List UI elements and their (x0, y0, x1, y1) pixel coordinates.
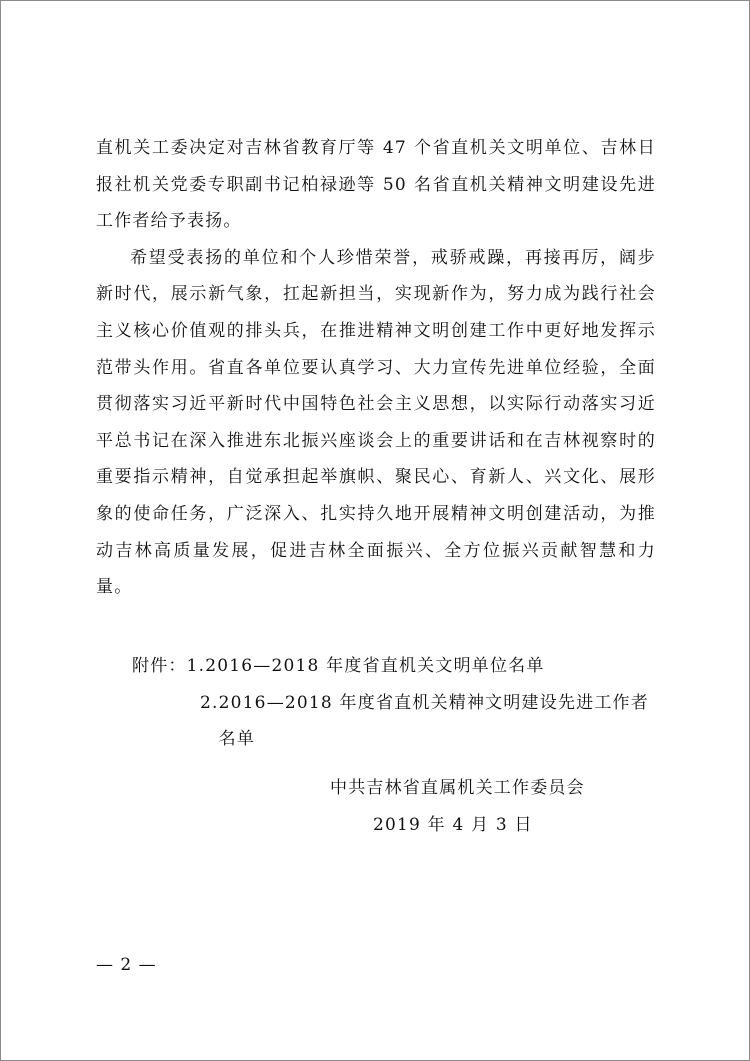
attachment-item-2 (132, 685, 656, 758)
paragraph-expectations: 希望受表扬的单位和个人珍惜荣誉，戒骄戒躁，再接再厉，阔步新时代，展示新气象，扛起新担当，实现新作为，努力成为践行社会主义核心价值观的排头兵，在推进精神文明创建工作中更好地发挥示范带头作用。省直各单位要认真学习、大力宣传先进单位经验，全面贯彻落实习近平新时代中国特色社会主义思想，以实际行动落实习近平总书记在深入推进东北振兴座谈会上的重要讲话和在吉林视察时的重要指示精神，自觉承担起举旗帜、聚民心、育新人、兴文化、展形象的使命任务，广泛深入、扎实持久地开展精神文明创建活动，为推动吉林高质量发展，促进吉林全面振兴、全方位振兴贡献智慧和力量。 (96, 247, 656, 598)
attachment-title: 2016—2018 年度省直机关精神文明建设先进工作者名单 (218, 692, 649, 750)
issue-date: 2019 年 4 月 3 日 (373, 815, 533, 835)
page-number: — 2 — (96, 955, 157, 975)
attachment-number: 1. (186, 656, 206, 676)
attachments-label: 附件： (132, 656, 187, 676)
paragraph-continuation: 直机关工委决定对吉林省教育厅等 47 个省直机关文明单位、吉林日报社机关党委专职副书记柏禄逊等 50 名省直机关精神文明建设先进工作者给予表扬。 (96, 138, 656, 232)
attachments-section (132, 648, 656, 758)
attachment-item-1 (132, 648, 656, 685)
issuing-organization: 中共吉林省直属机关工作委员会 (330, 778, 585, 798)
document-body (96, 130, 656, 606)
attachment-title: 2016—2018 年度省直机关文明单位名单 (205, 656, 545, 676)
attachment-number: 2. (200, 692, 219, 713)
